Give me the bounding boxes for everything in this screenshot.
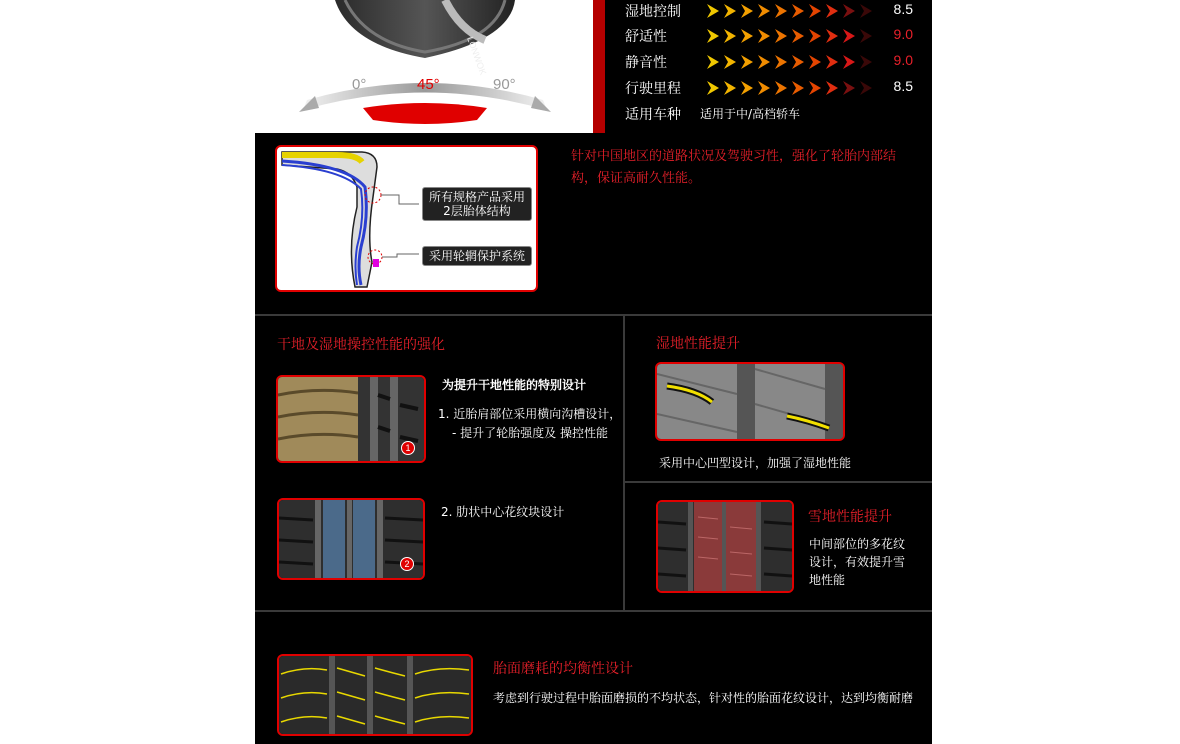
rating-row — [625, 1, 925, 21]
rating-arrow — [724, 29, 736, 43]
rating-arrow — [707, 81, 719, 95]
callout-line: 2层胎体结构 — [443, 204, 511, 218]
rating-arrows — [707, 54, 877, 70]
tire-image — [255, 0, 593, 133]
rim-protector-callout: 采用轮辋保护系统 — [422, 246, 532, 266]
rating-arrow — [758, 55, 770, 69]
rating-value: 9.0 — [893, 52, 913, 68]
snow-tread-image — [656, 500, 794, 593]
rating-arrow — [741, 29, 753, 43]
wet-title: 湿地性能提升 — [656, 336, 740, 352]
rating-row — [625, 26, 925, 46]
rating-arrow — [775, 81, 787, 95]
rating-arrow — [843, 55, 855, 69]
tread-image — [279, 656, 471, 734]
rating-arrow — [860, 29, 872, 43]
rating-arrow — [741, 4, 753, 18]
item2-text: 2. 肋状中心花纹块设计 — [441, 505, 565, 519]
rating-arrow — [724, 55, 736, 69]
rating-value: 8.5 — [893, 78, 913, 94]
snow-line2: 设计，有效提升雪 — [809, 555, 906, 569]
rating-arrow — [724, 81, 736, 95]
rating-arrow — [775, 4, 787, 18]
rating-value: 8.5 — [893, 1, 913, 17]
rating-arrow — [809, 4, 821, 18]
angle-0-label: 0° — [352, 76, 367, 93]
wear-title: 胎面磨耗的均衡性设计 — [493, 661, 633, 677]
rating-arrow — [826, 55, 838, 69]
svg-text:LONWOK: LONWOK — [465, 35, 489, 77]
center-rib-image — [277, 498, 425, 580]
badge-2: 2 — [400, 557, 414, 571]
snow-line1: 中间部位的多花纹 — [809, 537, 906, 551]
rating-arrow — [775, 29, 787, 43]
tread-image — [657, 364, 843, 439]
rating-arrow — [707, 55, 719, 69]
rating-arrow — [758, 81, 770, 95]
apply-label: 适用车种 — [625, 107, 681, 123]
rating-label: 行驶里程 — [625, 81, 681, 97]
callout-line: 所有规格产品采用 — [428, 190, 525, 204]
rating-row — [625, 52, 925, 72]
rating-arrow — [826, 81, 838, 95]
rating-arrow — [792, 81, 804, 95]
rating-arrows — [707, 28, 877, 44]
wear-tread-image — [277, 654, 473, 736]
shoulder-groove-image — [276, 375, 426, 463]
rating-label: 舒适性 — [625, 29, 667, 45]
carcass-diagram — [275, 145, 538, 292]
performance-ratings — [605, 0, 932, 133]
rating-arrow — [741, 81, 753, 95]
wet-groove-image — [655, 362, 845, 441]
item1-line2: - 提升了轮胎强度及 操控性能 — [452, 426, 608, 440]
rating-arrow — [707, 29, 719, 43]
rating-arrow — [792, 55, 804, 69]
tread-image — [658, 502, 792, 591]
snow-line3: 地性能 — [809, 573, 846, 587]
apply-value: 适用于中/高档轿车 — [700, 107, 801, 121]
snow-section — [625, 483, 932, 610]
wet-section — [625, 316, 932, 481]
rating-arrow — [860, 4, 872, 18]
angle-90-label: 90° — [493, 76, 516, 93]
rating-arrow — [843, 4, 855, 18]
rating-arrow — [860, 81, 872, 95]
dry-wet-section — [255, 316, 623, 610]
rating-arrow — [758, 4, 770, 18]
apply-row — [625, 104, 925, 124]
rating-arrow — [741, 55, 753, 69]
rating-arrow — [860, 55, 872, 69]
red-divider-strip — [593, 0, 605, 133]
rating-arrow — [809, 29, 821, 43]
rating-arrow — [843, 81, 855, 95]
rating-arrow — [792, 4, 804, 18]
tire-angle-illustration — [255, 0, 593, 133]
rating-label: 湿地控制 — [625, 4, 681, 20]
carcass-callout — [422, 187, 532, 221]
badge-1: 1 — [401, 441, 415, 455]
rating-arrows — [707, 80, 877, 96]
dry-wet-subtitle: 为提升干地性能的特别设计 — [442, 378, 587, 392]
wear-section — [255, 612, 932, 744]
rating-arrow — [843, 29, 855, 43]
rating-value: 9.0 — [893, 26, 913, 42]
rating-arrow — [724, 4, 736, 18]
wear-description: 考虑到行驶过程中胎面磨损的不均状态，针对性的胎面花纹设计，达到均衡耐磨 — [493, 691, 914, 705]
item1-line1: 1. 近胎肩部位采用横向沟槽设计， — [438, 407, 622, 421]
rating-arrow — [826, 4, 838, 18]
snow-title: 雪地性能提升 — [808, 509, 892, 525]
rating-arrow — [792, 29, 804, 43]
rating-arrow — [758, 29, 770, 43]
rating-arrow — [707, 4, 719, 18]
rating-label: 静音性 — [625, 55, 667, 71]
rating-arrow — [775, 55, 787, 69]
structure-section — [255, 133, 932, 314]
structure-description: 针对中国地区的道路状况及驾驶习性，强化了轮胎内部结构，保证高耐久性能。 — [571, 149, 897, 186]
rating-arrows — [707, 3, 877, 19]
rating-arrow — [809, 55, 821, 69]
rating-arrow — [809, 81, 821, 95]
rating-row — [625, 78, 925, 98]
dry-wet-title: 干地及湿地操控性能的强化 — [277, 337, 445, 353]
wet-caption: 采用中心凹型设计，加强了湿地性能 — [659, 456, 852, 470]
rating-arrow — [826, 29, 838, 43]
angle-45-label: 45° — [417, 76, 440, 93]
